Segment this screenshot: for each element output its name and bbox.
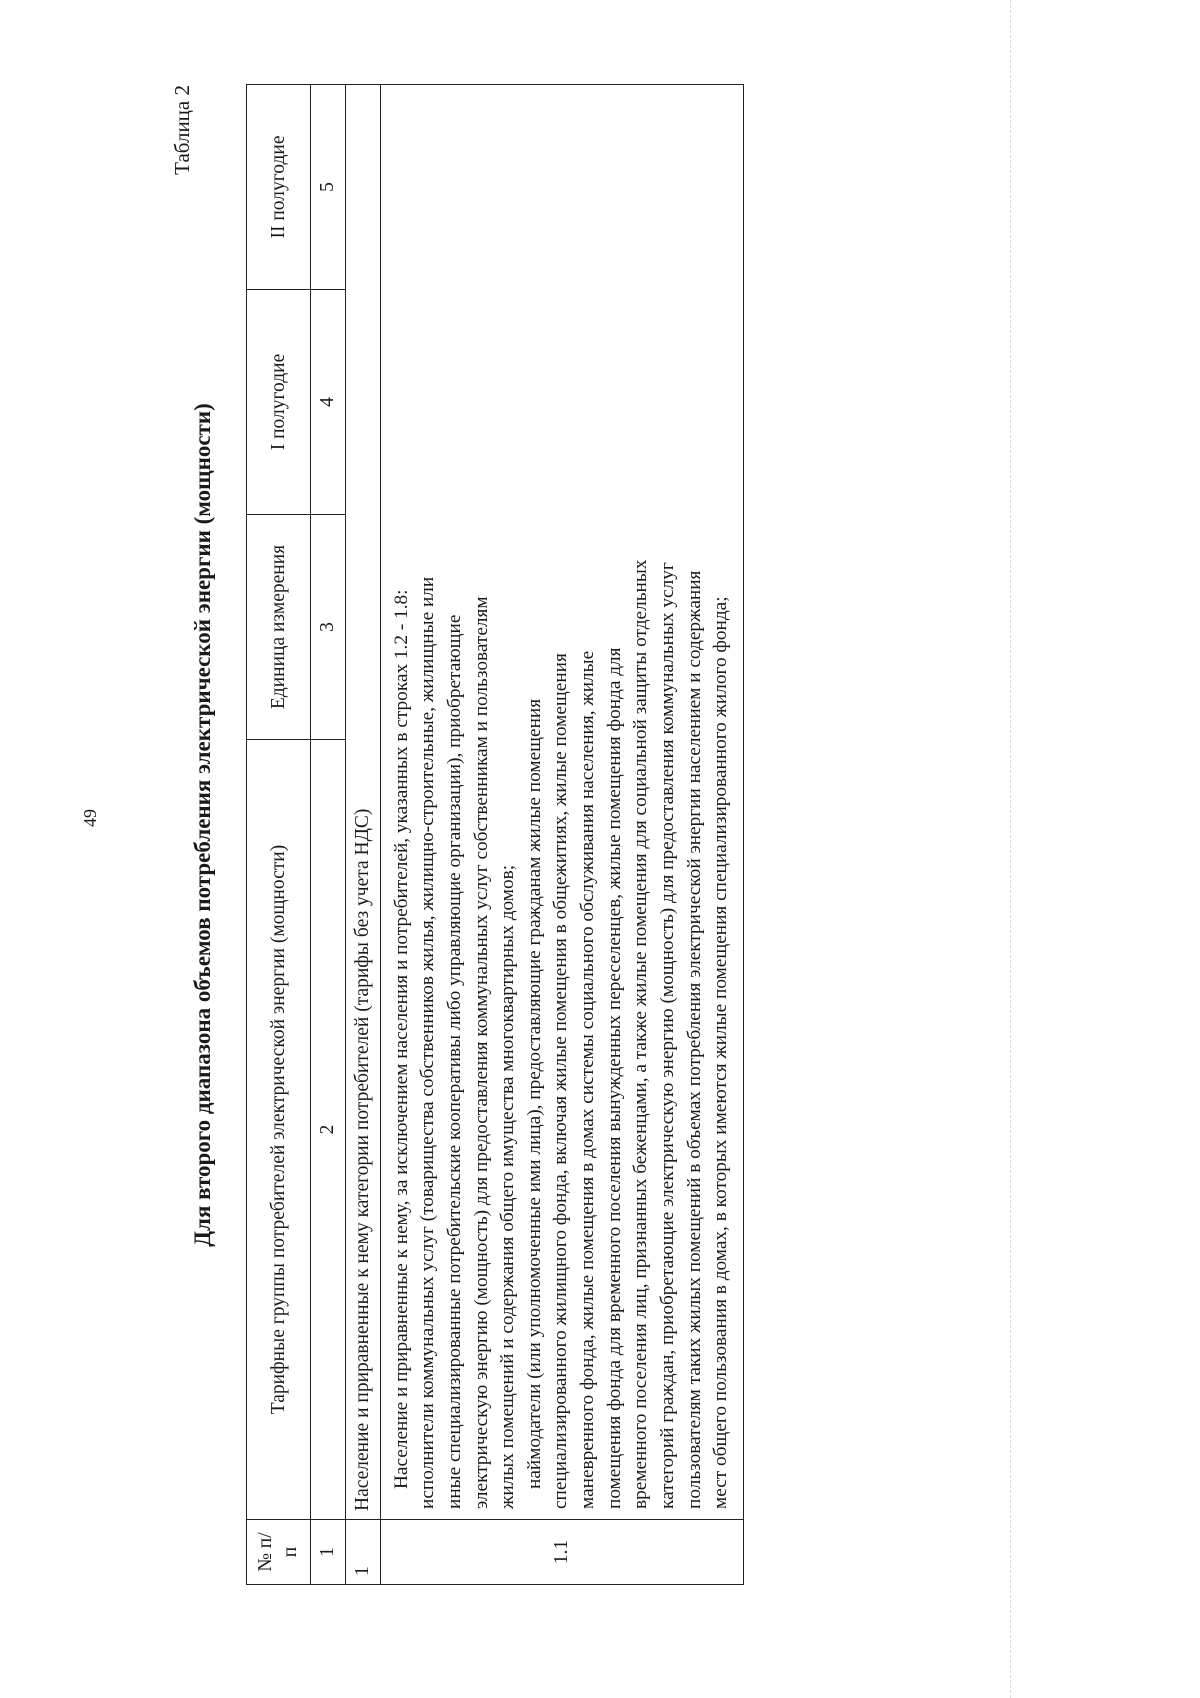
description-line: мест общего пользования в домах, в которых имеются жилые помещения специализированного жилого фонда; (710, 596, 732, 1509)
header-half1: I полугодие (247, 290, 311, 515)
description-line: маневренного фонда, жилые помещения в домах системы социального обслуживания населения, жилые (577, 650, 599, 1509)
description-line: временного поселения лиц, признанных беженцами, а также жилые помещения для социальной защиты отдельных (630, 559, 652, 1509)
column-number: 2 (310, 740, 345, 1520)
column-number: 4 (310, 290, 345, 515)
rotated-page (170, 65, 930, 1585)
section-title: Население и приравненные к нему категории потребителей (тарифы без учета НДС) (345, 85, 380, 1520)
header-row (247, 85, 311, 1585)
header-num: № п/п (247, 1520, 311, 1585)
section-row (345, 85, 380, 1585)
scan-edge-line (1010, 0, 1011, 1698)
description-line: наймодатели (или уполномоченные ими лица), предоставляющие гражданам жилые помещения (523, 698, 545, 1489)
tariff-table (246, 84, 744, 1585)
column-number-row (310, 85, 345, 1585)
section-num: 1 (345, 1520, 380, 1585)
page-title: Для второго диапазона объемов потребления электрической энергии (мощности) (190, 403, 215, 1247)
page-number: 49 (80, 809, 100, 827)
description-line: исполнители коммунальных услуг (товарищества собственников жилья, жилищно-строительные, жилищные или (417, 576, 439, 1509)
header-half2: II полугодие (247, 85, 311, 290)
row-num: 1.1 (380, 1520, 743, 1585)
header-unit: Единица измерения (247, 515, 311, 740)
description-line: пользователям таких жилых помещений в объемах потребления электрической энергии населением и содержания (683, 570, 705, 1509)
column-number: 3 (310, 515, 345, 740)
table-row (380, 85, 743, 1585)
header-group: Тарифные группы потребителей электрической энергии (мощности) (247, 740, 311, 1520)
description-line: помещения фонда для временного поселения вынужденных переселенцев, жилые помещения фонда для (603, 647, 625, 1509)
description-line: электрическую энергию (мощность) для предоставления коммунальных услуг собственникам и пользователям (470, 596, 492, 1509)
column-number: 5 (310, 85, 345, 290)
description-line: специализированного жилищного фонда, включая жилые помещения в общежитиях, жилые помещения (550, 653, 572, 1509)
table-number: Таблица 2 (170, 85, 194, 175)
row-description (380, 85, 743, 1520)
column-number: 1 (310, 1520, 345, 1585)
description-line: иные специализированные потребительские кооперативы либо управляющие организации), приобретающие (443, 614, 465, 1509)
description-line: Население и приравненные к нему, за исключением населения и потребителей, указанных в строках 1.2 - 1.8: (390, 589, 412, 1489)
description-line: категорий граждан, приобретающие электрическую энергию (мощность) для предоставления коммунальных услуг (656, 562, 678, 1509)
description-line: жилых помещений и содержания общего имущества многоквартирных домов; (497, 864, 519, 1509)
